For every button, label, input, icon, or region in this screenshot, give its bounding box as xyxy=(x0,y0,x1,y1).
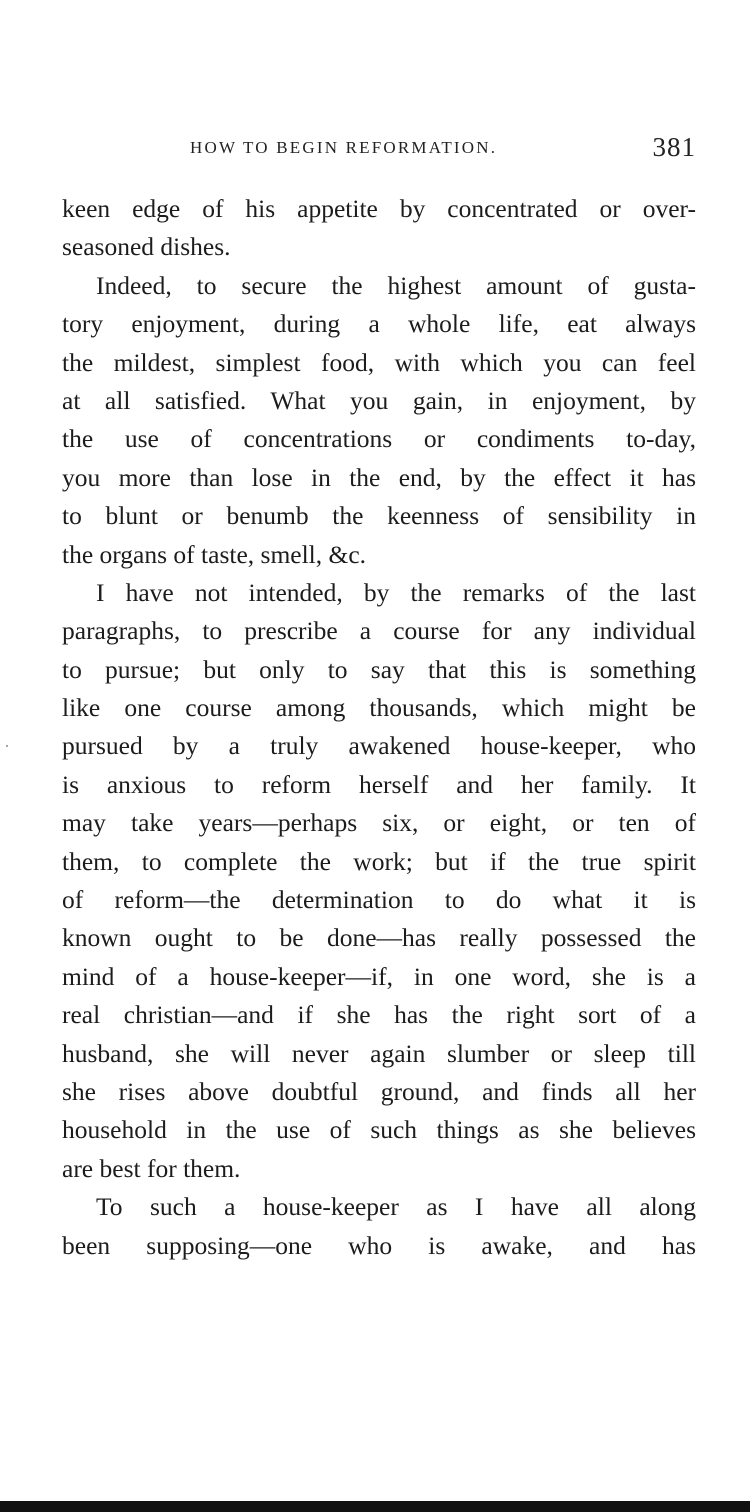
text-line: are best for them. xyxy=(62,1153,241,1183)
text-line: I have not intended, by the remarks of the last xyxy=(96,577,696,607)
page-number: 381 xyxy=(652,132,696,162)
text-line: to pursue; but only to say that this is something xyxy=(62,654,696,684)
running-head xyxy=(62,132,696,172)
text-line: she rises above doubtful ground, and finds all her xyxy=(62,1076,696,1106)
text-line: to blunt or benumb the keenness of sensibility in xyxy=(62,501,696,531)
text-line: been supposing—one who is awake, and has xyxy=(62,1230,696,1260)
running-title: HOW TO BEGIN REFORMATION. xyxy=(190,138,498,157)
text-line: husband, she will never again slumber or sleep till xyxy=(62,1038,696,1068)
text-line: them, to complete the work; but if the true spirit xyxy=(62,846,696,876)
text-line: you more than lose in the end, by the effect it has xyxy=(62,462,696,492)
text-line: like one course among thousands, which might be xyxy=(62,693,696,723)
text-line: pursued by a truly awakened house-keeper, who xyxy=(62,731,696,761)
text-line: of reform—the determination to do what it is xyxy=(62,885,696,915)
body-text xyxy=(62,190,696,1265)
text-line: tory enjoyment, during a whole life, eat always xyxy=(62,309,696,339)
text-line: paragraphs, to prescribe a course for any individual xyxy=(62,616,696,646)
text-line: seasoned dishes. xyxy=(62,232,231,262)
text-line: household in the use of such things as she believes xyxy=(62,1115,696,1145)
text-line: To such a house-keeper as I have all along xyxy=(96,1192,696,1222)
text-line: Indeed, to secure the highest amount of gusta- xyxy=(96,270,696,300)
text-line: real christian—and if she has the right sort of a xyxy=(62,1000,696,1030)
text-line: the use of concentrations or condiments to-day, xyxy=(62,424,696,454)
text-line: at all satisfied. What you gain, in enjoyment, by xyxy=(62,385,696,415)
scan-edge-bar xyxy=(0,1501,750,1512)
text-line: known ought to be done—has really possessed the xyxy=(62,923,696,953)
text-line: the mildest, simplest food, with which you can feel xyxy=(62,347,696,377)
text-line: keen edge of his appetite by concentrated or over- xyxy=(62,194,696,223)
text-line: mind of a house-keeper—if, in one word, she is a xyxy=(62,961,696,991)
text-line: is anxious to reform herself and her family. It xyxy=(62,769,696,799)
margin-speck xyxy=(6,745,8,747)
text-line: the organs of taste, smell, &c. xyxy=(62,539,367,569)
text-line: may take years—perhaps six, or eight, or ten of xyxy=(62,808,696,838)
